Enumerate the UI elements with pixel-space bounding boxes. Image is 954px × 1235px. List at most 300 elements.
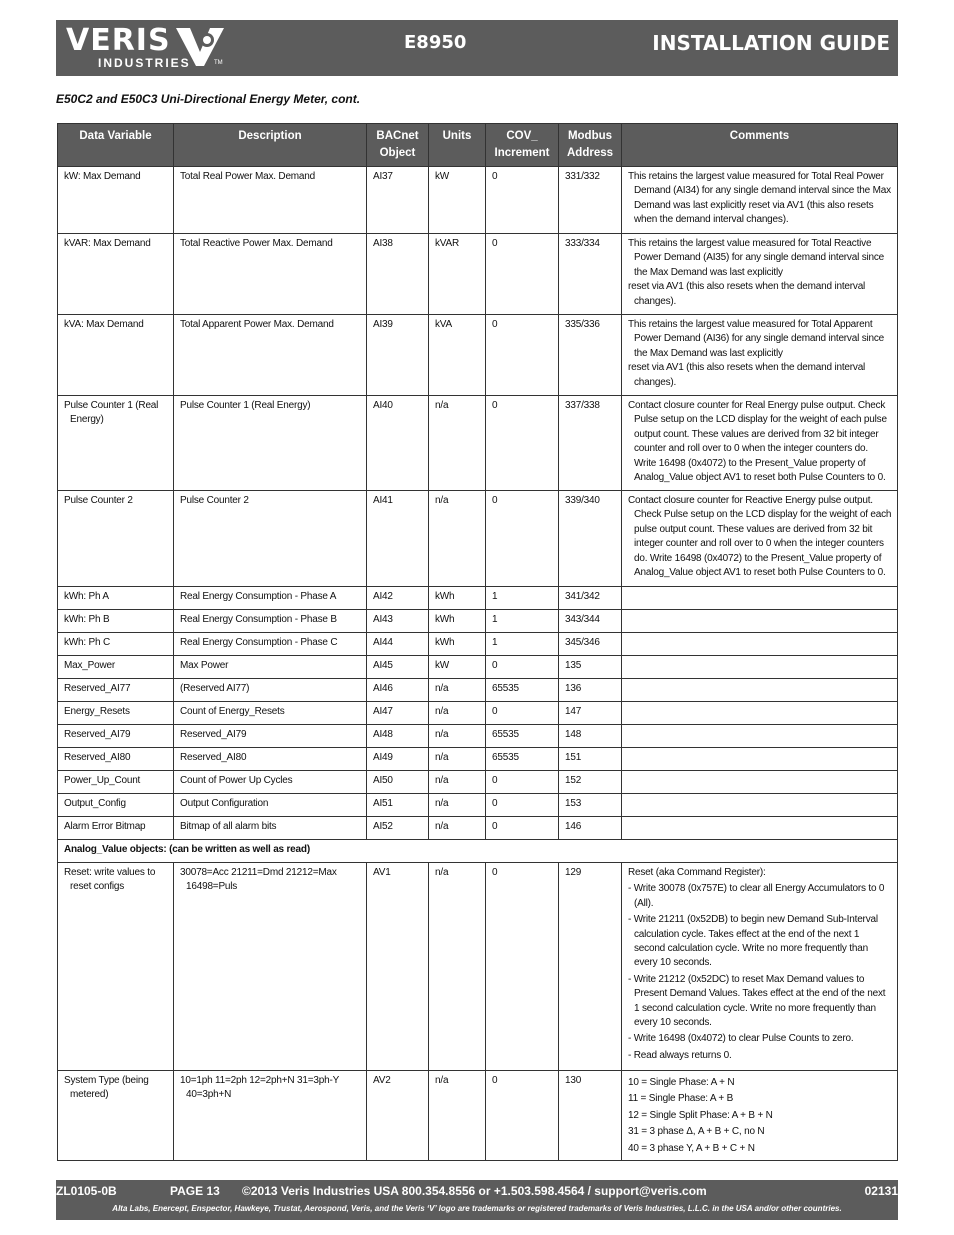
section-row bbox=[58, 840, 898, 863]
cell-units bbox=[429, 491, 486, 587]
cell-cov-increment bbox=[486, 748, 559, 771]
cell-description-text: 10=1ph 11=2ph 12=2ph+N 31=3ph-Y 40=3ph+N bbox=[180, 1075, 339, 1101]
cell-comments bbox=[622, 679, 898, 702]
cell-data-variable bbox=[58, 748, 174, 771]
table-subtitle: E50C2 and E50C3 Uni-Directional Energy Meter, cont. bbox=[56, 92, 361, 106]
cell-modbus-address bbox=[559, 491, 622, 587]
cell-modbus-address bbox=[559, 315, 622, 396]
cell-description-text: Real Energy Consumption - Phase A bbox=[180, 591, 337, 602]
cell-modbus-address bbox=[559, 633, 622, 656]
comment-line: reset via AV1 (this also resets when the demand interval changes). bbox=[628, 362, 866, 388]
cell-bacnet-object bbox=[367, 679, 429, 702]
cell-bacnet-object bbox=[367, 315, 429, 396]
cell-description-text: Count of Energy_Resets bbox=[180, 706, 285, 717]
footer-doc-number: ZL0105-0B bbox=[56, 1184, 117, 1198]
logo-text: VERIS bbox=[66, 23, 171, 58]
cell-modbus-address-text: 135 bbox=[565, 660, 582, 671]
cell-description bbox=[174, 725, 367, 748]
cell-bacnet-object-text: AI39 bbox=[373, 319, 393, 330]
cell-units bbox=[429, 315, 486, 396]
cell-description-text: (Reserved AI77) bbox=[180, 683, 250, 694]
table-row bbox=[58, 234, 898, 315]
cell-data-variable-text: Power_Up_Count bbox=[64, 775, 141, 786]
cell-comments bbox=[622, 771, 898, 794]
cell-data-variable bbox=[58, 396, 174, 491]
cell-description bbox=[174, 679, 367, 702]
cell-data-variable-text: Output_Config bbox=[64, 798, 126, 809]
cell-modbus-address bbox=[559, 817, 622, 840]
cell-cov-increment bbox=[486, 656, 559, 679]
table-row bbox=[58, 1071, 898, 1161]
cell-comments bbox=[622, 1071, 898, 1161]
column-header-label: COV_ bbox=[506, 130, 538, 142]
cell-units bbox=[429, 794, 486, 817]
cell-data-variable bbox=[58, 633, 174, 656]
cell-modbus-address bbox=[559, 167, 622, 234]
cell-bacnet-object bbox=[367, 817, 429, 840]
column-header-label-line2: Increment bbox=[494, 147, 550, 159]
cell-data-variable-text: kW: Max Demand bbox=[64, 171, 141, 182]
cell-units-text: kWh bbox=[435, 614, 455, 625]
cell-modbus-address bbox=[559, 679, 622, 702]
cell-cov-increment bbox=[486, 725, 559, 748]
cell-units-text: n/a bbox=[435, 775, 449, 786]
cell-modbus-address-text: 147 bbox=[565, 706, 582, 717]
cell-data-variable-text: Reserved_AI77 bbox=[64, 683, 131, 694]
cell-bacnet-object-text: AV2 bbox=[373, 1075, 391, 1086]
cell-bacnet-object-text: AI41 bbox=[373, 495, 393, 506]
cell-comments bbox=[622, 748, 898, 771]
cell-bacnet-object-text: AI44 bbox=[373, 637, 393, 648]
cell-data-variable-text: Reserved_AI80 bbox=[64, 752, 131, 763]
cell-bacnet-object bbox=[367, 863, 429, 1071]
cell-data-variable bbox=[58, 491, 174, 587]
cell-modbus-address-text: 152 bbox=[565, 775, 582, 786]
cell-units-text: n/a bbox=[435, 400, 449, 411]
cell-units-text: n/a bbox=[435, 495, 449, 506]
table-row bbox=[58, 771, 898, 794]
comment-line: - Read always returns 0. bbox=[628, 1049, 732, 1061]
cell-description bbox=[174, 234, 367, 315]
comment-line: Contact closure counter for Real Energy pulse output. Check Pulse setup on the LCD display for the weight of each pulse output count. These values are derived from 32 bit integer counter and roll over to 0 when the integer counters do. Write 16498 (0x4072) to the Present_Value property of Analog_Value object AV1 to reset both Pulse Counters to 0. bbox=[628, 400, 887, 484]
cell-bacnet-object-text: AI51 bbox=[373, 798, 393, 809]
column-header bbox=[559, 124, 622, 167]
table-row bbox=[58, 679, 898, 702]
cell-data-variable-text: Reserved_AI79 bbox=[64, 729, 131, 740]
table-row bbox=[58, 656, 898, 679]
cell-cov-increment-text: 0 bbox=[492, 319, 498, 330]
cell-cov-increment bbox=[486, 610, 559, 633]
cell-modbus-address-text: 333/334 bbox=[565, 238, 600, 249]
cell-data-variable bbox=[58, 587, 174, 610]
cell-data-variable-text: kVAR: Max Demand bbox=[64, 238, 151, 249]
cell-cov-increment bbox=[486, 633, 559, 656]
cell-cov-increment bbox=[486, 1071, 559, 1161]
cell-cov-increment bbox=[486, 702, 559, 725]
cell-bacnet-object-text: AI37 bbox=[373, 171, 393, 182]
cell-modbus-address bbox=[559, 1071, 622, 1161]
cell-description-text: Real Energy Consumption - Phase C bbox=[180, 637, 338, 648]
cell-data-variable bbox=[58, 610, 174, 633]
column-header bbox=[367, 124, 429, 167]
cell-data-variable bbox=[58, 679, 174, 702]
cell-bacnet-object bbox=[367, 748, 429, 771]
cell-data-variable-text: Reset: write values to reset configs bbox=[64, 867, 156, 893]
cell-data-variable-text: kVA: Max Demand bbox=[64, 319, 144, 330]
cell-modbus-address-text: 331/332 bbox=[565, 171, 600, 182]
veris-logo bbox=[56, 20, 236, 76]
cell-bacnet-object-text: AI46 bbox=[373, 683, 393, 694]
cell-description bbox=[174, 656, 367, 679]
cell-description-text: Real Energy Consumption - Phase B bbox=[180, 614, 337, 625]
cell-description bbox=[174, 610, 367, 633]
cell-comments bbox=[622, 702, 898, 725]
cell-description bbox=[174, 587, 367, 610]
cell-description bbox=[174, 633, 367, 656]
cell-description-text: Reserved_AI80 bbox=[180, 752, 247, 763]
guide-title: INSTALLATION GUIDE bbox=[652, 31, 890, 55]
cell-units-text: kWh bbox=[435, 637, 455, 648]
column-header-label: Data Variable bbox=[79, 130, 152, 142]
comment-line: This retains the largest value measured for Total Reactive Power Demand (AI35) for any single demand interval since the Max Demand was last explicitly bbox=[628, 238, 885, 278]
cell-description-text: Pulse Counter 1 (Real Energy) bbox=[180, 400, 311, 411]
cell-description-text: Max Power bbox=[180, 660, 229, 671]
cell-modbus-address bbox=[559, 771, 622, 794]
cell-bacnet-object bbox=[367, 656, 429, 679]
comment-line: 12 = Single Split Phase: A + B + N bbox=[628, 1109, 773, 1121]
comment-line: Contact closure counter for Reactive Energy pulse output. Check Pulse setup on the LCD display for the weight of each pulse output count. These values are derived from 32 bit integer counter and roll over to 0 when the integer counters do. Write 16498 (0x4072) to the Present_Value property of Analog_Value object AV1 to reset both Pulse Counters to 0. bbox=[628, 495, 892, 579]
cell-comments bbox=[622, 725, 898, 748]
cell-units-text: n/a bbox=[435, 729, 449, 740]
cell-data-variable bbox=[58, 725, 174, 748]
cell-data-variable-text: Pulse Counter 1 (Real Energy) bbox=[64, 400, 159, 426]
cell-modbus-address-text: 335/336 bbox=[565, 319, 600, 330]
cell-description-text: Bitmap of all alarm bits bbox=[180, 821, 277, 832]
cell-description bbox=[174, 817, 367, 840]
cell-data-variable bbox=[58, 315, 174, 396]
cell-bacnet-object bbox=[367, 771, 429, 794]
cell-cov-increment-text: 0 bbox=[492, 495, 498, 506]
cell-cov-increment bbox=[486, 396, 559, 491]
cell-description bbox=[174, 702, 367, 725]
cell-modbus-address bbox=[559, 610, 622, 633]
cell-modbus-address-text: 345/346 bbox=[565, 637, 600, 648]
column-header-label: Description bbox=[238, 130, 302, 142]
footer-copyright: ©2013 Veris Industries USA 800.354.8556 or +1.503.598.4564 / support@veris.com bbox=[242, 1184, 707, 1198]
table-row bbox=[58, 610, 898, 633]
cell-cov-increment-text: 0 bbox=[492, 1075, 498, 1086]
cell-comments bbox=[622, 587, 898, 610]
cell-bacnet-object bbox=[367, 1071, 429, 1161]
cell-description bbox=[174, 863, 367, 1071]
cell-bacnet-object bbox=[367, 587, 429, 610]
comment-line: 10 = Single Phase: A + N bbox=[628, 1077, 735, 1088]
cell-bacnet-object bbox=[367, 167, 429, 234]
cell-units-text: kW bbox=[435, 660, 450, 671]
cell-description-text: Total Apparent Power Max. Demand bbox=[180, 319, 334, 330]
cell-modbus-address-text: 151 bbox=[565, 752, 582, 763]
cell-cov-increment-text: 1 bbox=[492, 637, 498, 648]
cell-comments bbox=[622, 491, 898, 587]
cell-cov-increment bbox=[486, 587, 559, 610]
cell-modbus-address bbox=[559, 725, 622, 748]
cell-bacnet-object-text: AI42 bbox=[373, 591, 393, 602]
cell-cov-increment-text: 65535 bbox=[492, 729, 519, 740]
cell-units bbox=[429, 1071, 486, 1161]
cell-data-variable bbox=[58, 817, 174, 840]
column-header-label: Units bbox=[442, 130, 472, 142]
cell-units-text: n/a bbox=[435, 821, 449, 832]
cell-units-text: kVAR bbox=[435, 238, 460, 249]
cell-modbus-address-text: 343/344 bbox=[565, 614, 600, 625]
cell-cov-increment-text: 0 bbox=[492, 400, 498, 411]
footer-page-number: PAGE 13 bbox=[170, 1184, 220, 1198]
cell-bacnet-object bbox=[367, 610, 429, 633]
cell-comments bbox=[622, 610, 898, 633]
cell-modbus-address-text: 130 bbox=[565, 1075, 582, 1086]
cell-bacnet-object-text: AI47 bbox=[373, 706, 393, 717]
comment-line: 40 = 3 phase Y, A + B + C + N bbox=[628, 1142, 755, 1154]
cell-units bbox=[429, 863, 486, 1071]
cell-cov-increment-text: 65535 bbox=[492, 752, 519, 763]
cell-bacnet-object-text: AI43 bbox=[373, 614, 393, 625]
cell-units bbox=[429, 610, 486, 633]
cell-cov-increment bbox=[486, 679, 559, 702]
cell-modbus-address-text: 337/338 bbox=[565, 400, 600, 411]
cell-cov-increment-text: 0 bbox=[492, 821, 498, 832]
cell-bacnet-object-text: AI48 bbox=[373, 729, 393, 740]
cell-cov-increment-text: 0 bbox=[492, 867, 498, 878]
cell-modbus-address bbox=[559, 587, 622, 610]
cell-modbus-address-text: 129 bbox=[565, 867, 582, 878]
cell-units-text: kWh bbox=[435, 591, 455, 602]
cell-data-variable bbox=[58, 656, 174, 679]
table-row bbox=[58, 748, 898, 771]
column-header bbox=[486, 124, 559, 167]
cell-cov-increment-text: 0 bbox=[492, 660, 498, 671]
cell-comments bbox=[622, 167, 898, 234]
comment-line: This retains the largest value measured for Total Real Power Demand (AI34) for any single demand interval since the Max Demand was last explicitly reset via AV1 (this also resets when the demand interval changes). bbox=[628, 171, 891, 226]
cell-description bbox=[174, 748, 367, 771]
cell-description bbox=[174, 771, 367, 794]
cell-data-variable-text: Pulse Counter 2 bbox=[64, 495, 133, 506]
cell-data-variable-text: kWh: Ph A bbox=[64, 591, 109, 602]
table-row bbox=[58, 633, 898, 656]
cell-cov-increment-text: 0 bbox=[492, 706, 498, 717]
cell-comments bbox=[622, 794, 898, 817]
cell-data-variable bbox=[58, 1071, 174, 1161]
cell-description-text: Count of Power Up Cycles bbox=[180, 775, 293, 786]
comment-line: - Write 16498 (0x4072) to clear Pulse Counts to zero. bbox=[628, 1033, 854, 1045]
cell-units bbox=[429, 656, 486, 679]
data-table bbox=[57, 123, 898, 1161]
cell-bacnet-object bbox=[367, 234, 429, 315]
comment-line: 11 = Single Phase: A + B bbox=[628, 1093, 734, 1105]
cell-bacnet-object-text: AI40 bbox=[373, 400, 393, 411]
cell-cov-increment-text: 0 bbox=[492, 171, 498, 182]
column-header-label-line2: Address bbox=[566, 147, 614, 159]
cell-description-text: 30078=Acc 21211=Dmd 21212=Max 16498=Puls bbox=[180, 867, 337, 893]
comment-line: - Write 21211 (0x52DB) to begin new Demand Sub-Interval calculation cycle. Takes effect at the end of the next 1 second calculation cycle. Write no more frequently than every 10 seconds. bbox=[628, 914, 878, 969]
cell-units bbox=[429, 748, 486, 771]
section-label: Analog_Value objects: (can be written as well as read) bbox=[58, 840, 898, 863]
cell-comments bbox=[622, 817, 898, 840]
cell-cov-increment bbox=[486, 234, 559, 315]
table-row bbox=[58, 167, 898, 234]
cell-cov-increment-text: 0 bbox=[492, 775, 498, 786]
cell-data-variable bbox=[58, 771, 174, 794]
comment-line: Reset (aka Command Register): bbox=[628, 867, 766, 878]
column-header-label-line2: Object bbox=[379, 147, 416, 159]
cell-units bbox=[429, 702, 486, 725]
cell-units-text: n/a bbox=[435, 867, 449, 878]
cell-cov-increment-text: 0 bbox=[492, 798, 498, 809]
table-header-row bbox=[58, 124, 898, 167]
cell-data-variable bbox=[58, 234, 174, 315]
cell-bacnet-object bbox=[367, 794, 429, 817]
cell-modbus-address bbox=[559, 656, 622, 679]
cell-description-text: Reserved_AI79 bbox=[180, 729, 247, 740]
cell-cov-increment bbox=[486, 771, 559, 794]
cell-data-variable-text: System Type (being metered) bbox=[64, 1075, 149, 1101]
cell-modbus-address-text: 148 bbox=[565, 729, 582, 740]
cell-description-text: Total Real Power Max. Demand bbox=[180, 171, 316, 182]
cell-bacnet-object-text: AI38 bbox=[373, 238, 393, 249]
cell-bacnet-object-text: AI49 bbox=[373, 752, 393, 763]
cell-description bbox=[174, 491, 367, 587]
cell-units bbox=[429, 167, 486, 234]
cell-description bbox=[174, 794, 367, 817]
cell-units-text: n/a bbox=[435, 752, 449, 763]
cell-modbus-address-text: 339/340 bbox=[565, 495, 600, 506]
cell-data-variable-text: Energy_Resets bbox=[64, 706, 130, 717]
cell-modbus-address bbox=[559, 748, 622, 771]
cell-cov-increment-text: 1 bbox=[492, 614, 498, 625]
footer-bar bbox=[56, 1180, 898, 1220]
column-header bbox=[622, 124, 898, 167]
cell-units bbox=[429, 817, 486, 840]
cell-modbus-address-text: 153 bbox=[565, 798, 582, 809]
column-header-label: BACnet bbox=[376, 130, 419, 142]
cell-description-text: Total Reactive Power Max. Demand bbox=[180, 238, 333, 249]
cell-comments bbox=[622, 315, 898, 396]
cell-units-text: kW bbox=[435, 171, 450, 182]
cell-bacnet-object-text: AI45 bbox=[373, 660, 393, 671]
cell-units bbox=[429, 771, 486, 794]
column-header bbox=[58, 124, 174, 167]
cell-cov-increment bbox=[486, 794, 559, 817]
cell-bacnet-object bbox=[367, 725, 429, 748]
cell-data-variable-text: kWh: Ph B bbox=[64, 614, 110, 625]
cell-units-text: n/a bbox=[435, 798, 449, 809]
cell-units-text: kVA bbox=[435, 319, 452, 330]
comment-line: - Write 21212 (0x52DC) to reset Max Demand values to Present Demand Values. Takes effect at the end of the next 1 second calculation cycle. Write no more frequently than every 10 seconds. bbox=[628, 973, 886, 1029]
cell-data-variable-text: Max_Power bbox=[64, 660, 115, 671]
table-row bbox=[58, 587, 898, 610]
cell-units bbox=[429, 587, 486, 610]
model-number: E8950 bbox=[404, 32, 467, 53]
cell-data-variable bbox=[58, 702, 174, 725]
cell-bacnet-object-text: AI52 bbox=[373, 821, 393, 832]
cell-data-variable bbox=[58, 167, 174, 234]
footer-date-code: 02131 bbox=[864, 1184, 898, 1198]
footer-trademarks: Alta Labs, Enercept, Enspector, Hawkeye, Trustat, Aerospond, Veris, and the Veris ‘V’ logo are trademarks or registered trademarks of Veris Industries, L.L.C. in the USA and/or other countries. bbox=[112, 1204, 842, 1213]
column-header bbox=[429, 124, 486, 167]
cell-cov-increment-text: 0 bbox=[492, 238, 498, 249]
cell-cov-increment bbox=[486, 863, 559, 1071]
table-body bbox=[58, 167, 898, 1161]
cell-cov-increment-text: 1 bbox=[492, 591, 498, 602]
table-row bbox=[58, 725, 898, 748]
cell-data-variable-text: kWh: Ph C bbox=[64, 637, 110, 648]
cell-data-variable-text: Alarm Error Bitmap bbox=[64, 821, 146, 832]
cell-units bbox=[429, 234, 486, 315]
column-header bbox=[174, 124, 367, 167]
cell-modbus-address-text: 136 bbox=[565, 683, 582, 694]
table-row bbox=[58, 396, 898, 491]
table-row bbox=[58, 794, 898, 817]
cell-description-text: Output Configuration bbox=[180, 798, 269, 809]
comment-line: reset via AV1 (this also resets when the demand interval changes). bbox=[628, 281, 866, 307]
cell-bacnet-object bbox=[367, 702, 429, 725]
cell-modbus-address bbox=[559, 396, 622, 491]
comment-line: This retains the largest value measured for Total Apparent Power Demand (AI36) for any single demand interval since the Max Demand was last explicitly bbox=[628, 319, 885, 359]
comment-line: 31 = 3 phase Δ, A + B + C, no N bbox=[628, 1126, 765, 1138]
cell-cov-increment bbox=[486, 817, 559, 840]
cell-modbus-address bbox=[559, 794, 622, 817]
table-row bbox=[58, 817, 898, 840]
cell-units bbox=[429, 396, 486, 491]
cell-cov-increment-text: 65535 bbox=[492, 683, 519, 694]
cell-modbus-address bbox=[559, 863, 622, 1071]
cell-units bbox=[429, 725, 486, 748]
cell-modbus-address-text: 341/342 bbox=[565, 591, 600, 602]
logo-subtext: INDUSTRIES bbox=[98, 56, 191, 70]
cell-bacnet-object bbox=[367, 633, 429, 656]
comment-line: - Write 30078 (0x757E) to clear all Energy Accumulators to 0 (All). bbox=[628, 883, 885, 909]
cell-comments bbox=[622, 633, 898, 656]
cell-comments bbox=[622, 656, 898, 679]
cell-cov-increment bbox=[486, 167, 559, 234]
column-header-label: Modbus bbox=[567, 130, 613, 142]
cell-description bbox=[174, 396, 367, 491]
cell-units bbox=[429, 679, 486, 702]
cell-description bbox=[174, 167, 367, 234]
cell-bacnet-object-text: AV1 bbox=[373, 867, 391, 878]
cell-bacnet-object bbox=[367, 396, 429, 491]
cell-comments bbox=[622, 396, 898, 491]
cell-modbus-address bbox=[559, 702, 622, 725]
table-row bbox=[58, 315, 898, 396]
cell-comments bbox=[622, 234, 898, 315]
table-row bbox=[58, 702, 898, 725]
column-header-label: Comments bbox=[729, 130, 790, 142]
cell-description bbox=[174, 315, 367, 396]
cell-description-text: Pulse Counter 2 bbox=[180, 495, 249, 506]
table-row bbox=[58, 491, 898, 587]
cell-comments bbox=[622, 863, 898, 1071]
cell-data-variable bbox=[58, 863, 174, 1071]
cell-modbus-address bbox=[559, 234, 622, 315]
cell-units-text: n/a bbox=[435, 1075, 449, 1086]
cell-description bbox=[174, 1071, 367, 1161]
cell-bacnet-object-text: AI50 bbox=[373, 775, 393, 786]
cell-bacnet-object bbox=[367, 491, 429, 587]
cell-modbus-address-text: 146 bbox=[565, 821, 582, 832]
cell-units-text: n/a bbox=[435, 683, 449, 694]
cell-data-variable bbox=[58, 794, 174, 817]
table-row bbox=[58, 863, 898, 1071]
